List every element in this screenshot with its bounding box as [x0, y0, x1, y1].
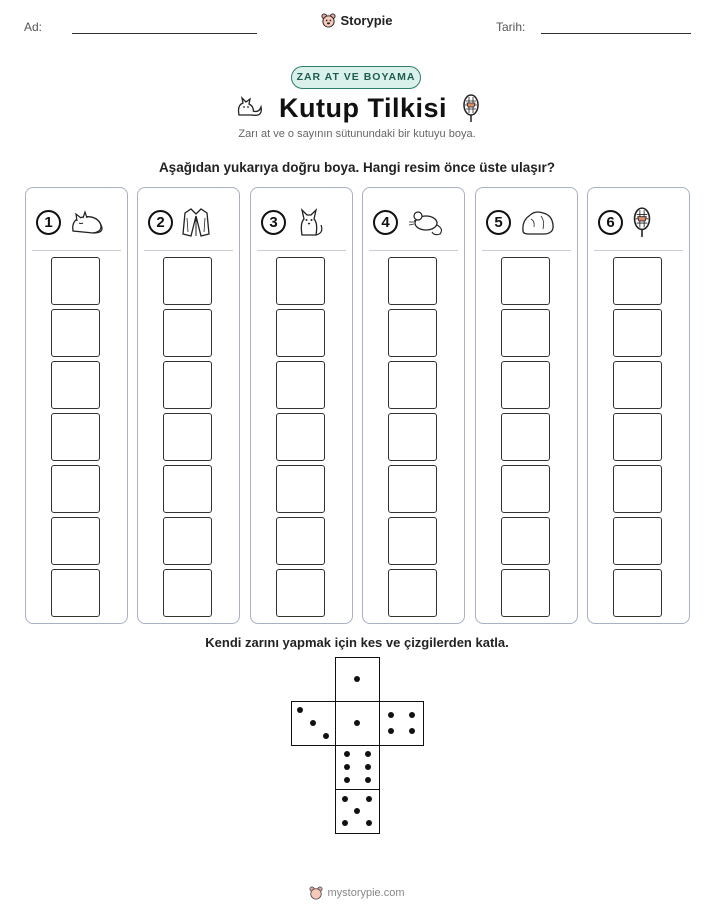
subtitle: Zarı at ve o sayının sütunundaki bir kutuyu boya.: [238, 128, 476, 140]
column-divider: [482, 250, 571, 251]
coloring-box[interactable]: [501, 465, 550, 513]
coloring-box[interactable]: [501, 517, 550, 565]
coloring-box[interactable]: [388, 465, 437, 513]
coloring-box[interactable]: [388, 361, 437, 409]
coloring-box[interactable]: [163, 517, 212, 565]
die-face-3: [291, 701, 336, 746]
coloring-box[interactable]: [163, 465, 212, 513]
title-row: [0, 90, 714, 126]
header: [0, 0, 714, 50]
dice-column-4: [362, 187, 465, 624]
coloring-box[interactable]: [51, 517, 100, 565]
category-badge: ZAR AT VE BOYAMA: [291, 66, 421, 89]
coloring-box[interactable]: [501, 569, 550, 617]
die-pip: [409, 728, 415, 734]
page-title: Kutup Tilkisi: [278, 92, 447, 123]
column-number: 2: [148, 210, 173, 235]
column-header: [598, 202, 683, 242]
coloring-box[interactable]: [51, 309, 100, 357]
die-pip: [354, 720, 360, 726]
die-pip: [365, 751, 371, 757]
column-number: 3: [261, 210, 286, 235]
die-pip: [409, 712, 415, 718]
footer-url: mystorypie.com: [327, 887, 405, 899]
coloring-box[interactable]: [501, 257, 550, 305]
die-instruction: Kendi zarını yapmak için kes ve çizgilerden katla.: [205, 635, 509, 650]
coloring-box[interactable]: [388, 413, 437, 461]
die-pip: [366, 820, 372, 826]
coloring-box[interactable]: [613, 257, 662, 305]
dice-column-3: [250, 187, 353, 624]
name-line: [72, 33, 257, 34]
coloring-box[interactable]: [163, 361, 212, 409]
die-pip: [342, 820, 348, 826]
name-label: Ad:: [24, 20, 43, 34]
coloring-box[interactable]: [276, 465, 325, 513]
column-header: [373, 202, 458, 242]
coloring-box[interactable]: [276, 569, 325, 617]
die-face-4: [379, 701, 424, 746]
die-pip: [388, 712, 394, 718]
coloring-box[interactable]: [163, 309, 212, 357]
coloring-box[interactable]: [51, 361, 100, 409]
brand: [0, 13, 714, 33]
mouse-icon: [406, 207, 446, 237]
dice-column-6: [587, 187, 690, 624]
coloring-box[interactable]: [613, 569, 662, 617]
coloring-box[interactable]: [276, 361, 325, 409]
coloring-box[interactable]: [388, 257, 437, 305]
die-face-1: [335, 701, 380, 746]
die-pip: [323, 733, 329, 739]
column-number: 5: [486, 210, 511, 235]
column-header: [36, 202, 121, 242]
instruction: Aşağıdan yukarıya doğru boya. Hangi resim önce üste ulaşır?: [158, 160, 556, 175]
die-pip: [344, 764, 350, 770]
coloring-box[interactable]: [276, 309, 325, 357]
die-face-6: [335, 745, 380, 790]
die-pip: [365, 764, 371, 770]
coloring-box[interactable]: [163, 257, 212, 305]
arctic-fox-icon: [294, 205, 324, 239]
coloring-box[interactable]: [613, 413, 662, 461]
coloring-box[interactable]: [163, 569, 212, 617]
die-pip: [366, 796, 372, 802]
coloring-box[interactable]: [163, 413, 212, 461]
coloring-box[interactable]: [613, 361, 662, 409]
column-header: [486, 202, 571, 242]
coloring-box[interactable]: [51, 569, 100, 617]
coloring-box[interactable]: [276, 257, 325, 305]
dice-column-2: [137, 187, 240, 624]
coloring-box[interactable]: [51, 257, 100, 305]
column-header: [148, 202, 233, 242]
snowshoe-icon: [461, 93, 481, 123]
coloring-box[interactable]: [501, 361, 550, 409]
column-divider: [594, 250, 683, 251]
bear-face-icon: [309, 886, 323, 900]
dice-column-1: [25, 187, 128, 624]
column-divider: [257, 250, 346, 251]
coloring-box[interactable]: [613, 309, 662, 357]
coloring-box[interactable]: [501, 309, 550, 357]
column-number: 4: [373, 210, 398, 235]
die-pip: [388, 728, 394, 734]
coloring-box[interactable]: [51, 413, 100, 461]
die-face-1: [335, 657, 380, 702]
coloring-box[interactable]: [613, 465, 662, 513]
coloring-box[interactable]: [276, 517, 325, 565]
coloring-box[interactable]: [276, 413, 325, 461]
die-pip: [297, 707, 303, 713]
column-divider: [369, 250, 458, 251]
arctic-fox-icon: [233, 95, 265, 121]
coloring-box[interactable]: [51, 465, 100, 513]
column-divider: [144, 250, 233, 251]
sleeping-fox-icon: [69, 207, 107, 237]
footer: [0, 886, 714, 905]
rock-icon: [519, 207, 557, 237]
coloring-box[interactable]: [388, 569, 437, 617]
dice-column-5: [475, 187, 578, 624]
fur-coat-icon: [181, 206, 211, 238]
brand-name: Storypie: [340, 13, 393, 28]
column-number: 1: [36, 210, 61, 235]
die-face-5: [335, 789, 380, 834]
die-pip: [344, 777, 350, 783]
column-header: [261, 202, 346, 242]
column-divider: [32, 250, 121, 251]
die-pip: [310, 720, 316, 726]
snowshoe-icon: [631, 206, 653, 238]
column-number: 6: [598, 210, 623, 235]
coloring-box[interactable]: [613, 517, 662, 565]
bear-face-icon: [321, 13, 336, 28]
coloring-box[interactable]: [388, 309, 437, 357]
die-pip: [342, 796, 348, 802]
die-pip: [354, 676, 360, 682]
die-pip: [365, 777, 371, 783]
die-pip: [354, 808, 360, 814]
die-pip: [344, 751, 350, 757]
date-line: [541, 33, 691, 34]
coloring-box[interactable]: [501, 413, 550, 461]
date-label: Tarih:: [496, 20, 526, 34]
coloring-box[interactable]: [388, 517, 437, 565]
